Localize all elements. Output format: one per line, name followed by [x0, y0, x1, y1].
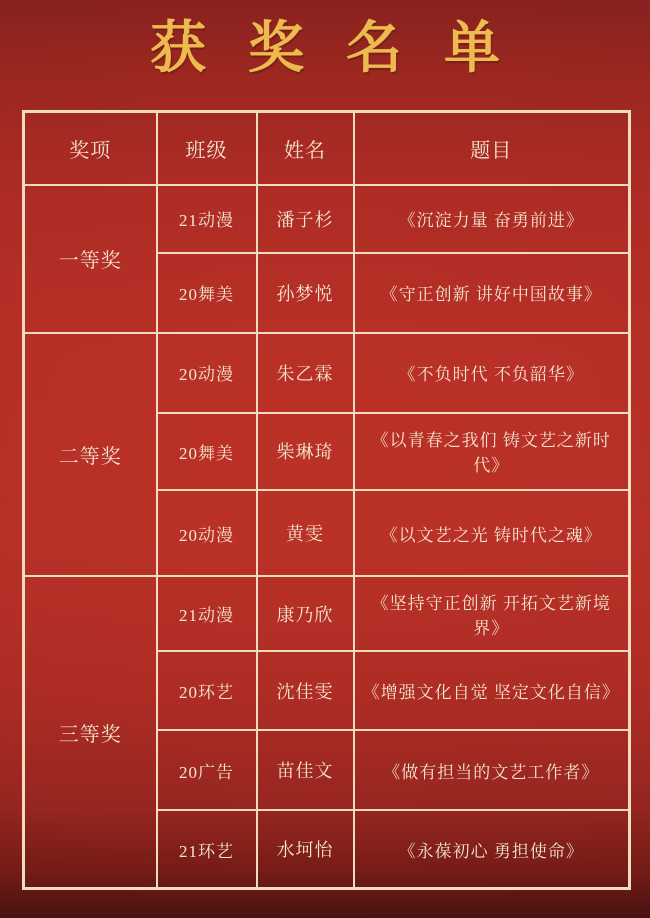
column-header-prize: 奖项	[24, 112, 157, 185]
name-cell: 水坷怡	[257, 810, 354, 888]
class-cell: 20动漫	[157, 333, 257, 413]
work-cell: 《做有担当的文艺工作者》	[354, 730, 630, 810]
prize-group-cell-third: 三等奖	[24, 576, 157, 888]
class-cell: 21动漫	[157, 576, 257, 651]
work-cell: 《守正创新 讲好中国故事》	[354, 253, 630, 333]
name-cell: 朱乙霖	[257, 333, 354, 413]
name-cell: 康乃欣	[257, 576, 354, 651]
work-cell: 《以青春之我们 铸文艺之新时代》	[354, 413, 630, 490]
column-header-work: 题目	[354, 112, 630, 185]
work-cell: 《沉淀力量 奋勇前进》	[354, 185, 630, 253]
name-cell: 苗佳文	[257, 730, 354, 810]
awards-table	[22, 110, 631, 890]
name-cell: 潘子杉	[257, 185, 354, 253]
work-cell: 《永葆初心 勇担使命》	[354, 810, 630, 888]
work-cell: 《以文艺之光 铸时代之魂》	[354, 490, 630, 576]
prize-group-cell-first: 一等奖	[24, 185, 157, 333]
table-row	[24, 185, 630, 253]
table-header-row	[24, 112, 630, 185]
class-cell: 21环艺	[157, 810, 257, 888]
page-title: 获奖名单	[150, 18, 542, 80]
class-cell: 20舞美	[157, 413, 257, 490]
name-cell: 柴琳琦	[257, 413, 354, 490]
work-cell: 《增强文化自觉 坚定文化自信》	[354, 651, 630, 730]
class-cell: 20动漫	[157, 490, 257, 576]
class-cell: 21动漫	[157, 185, 257, 253]
work-cell: 《不负时代 不负韶华》	[354, 333, 630, 413]
work-cell: 《坚持守正创新 开拓文艺新境界》	[354, 576, 630, 651]
table-row	[24, 333, 630, 413]
column-header-name: 姓名	[257, 112, 354, 185]
class-cell: 20广告	[157, 730, 257, 810]
name-cell: 孙梦悦	[257, 253, 354, 333]
column-header-class: 班级	[157, 112, 257, 185]
name-cell: 黄雯	[257, 490, 354, 576]
prize-group-cell-second: 二等奖	[24, 333, 157, 576]
name-cell: 沈佳雯	[257, 651, 354, 730]
class-cell: 20舞美	[157, 253, 257, 333]
table-row	[24, 576, 630, 651]
class-cell: 20环艺	[157, 651, 257, 730]
